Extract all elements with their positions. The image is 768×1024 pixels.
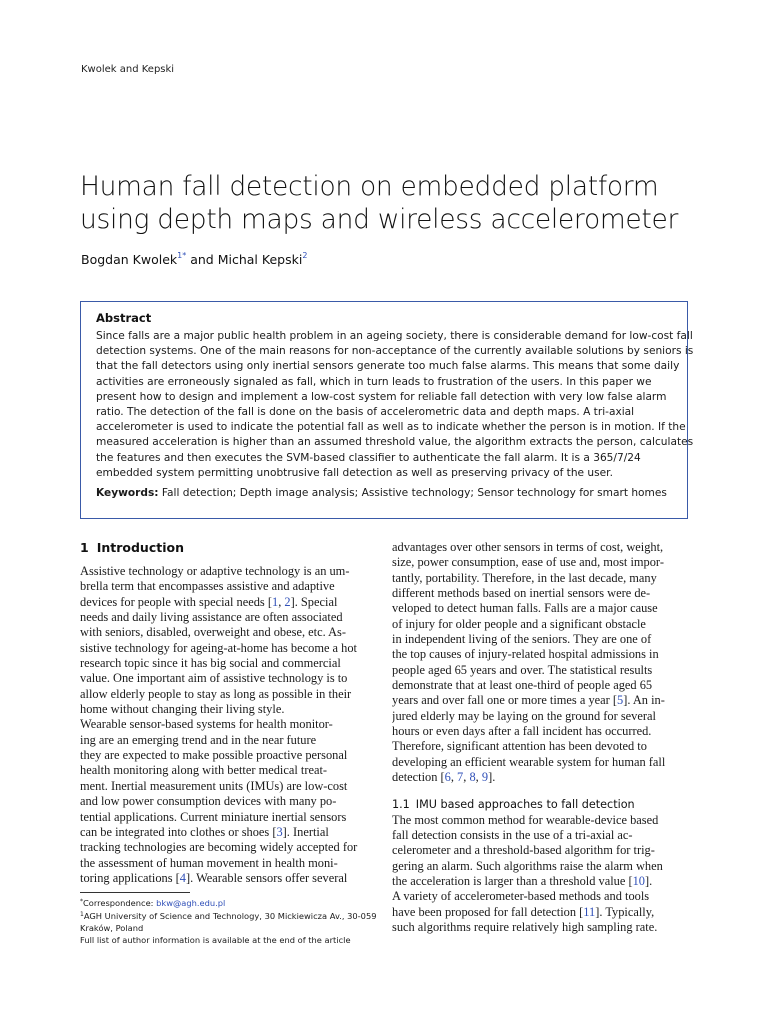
text-line: ing are an emerging trend and in the near future bbox=[80, 732, 317, 747]
subsection-number: 1.1 bbox=[392, 797, 410, 811]
abstract-line: Since falls are a major public health problem in an ageing society, there is considerable demand for low-cost fall bbox=[96, 330, 693, 342]
text-line: health monitoring along with better medical treat- bbox=[80, 763, 328, 778]
text-line: in independent living of the seniors. They are one of bbox=[392, 632, 652, 647]
subsection-title: IMU based approaches to fall detection bbox=[415, 797, 635, 811]
section-heading bbox=[80, 540, 376, 554]
abstract-line: that the fall detectors using only inertial sensors generate too much false alarms. This means that some daily bbox=[96, 360, 680, 373]
text-line: developing an efficient wearable system for human fall bbox=[392, 754, 666, 769]
correspondence-label: Correspondence: bbox=[83, 898, 157, 908]
citation-link[interactable]: 1 bbox=[271, 594, 279, 609]
citation-link[interactable]: 10 bbox=[632, 873, 645, 888]
text-line: veloped to detect human falls. Falls are a major cause bbox=[392, 601, 658, 616]
text-line: Assistive technology or adaptive technology is an um- bbox=[80, 564, 350, 578]
citation-link[interactable]: 3 bbox=[276, 824, 283, 839]
abstract-line: detection systems. One of the main reasons for non-acceptance of the currently available solutions by seniors is bbox=[96, 345, 694, 358]
keywords-list: Fall detection; Depth image analysis; Assistive technology; Sensor technology for smart homes bbox=[161, 487, 667, 500]
text-line: devices for people with special needs [1, 2]. Special bbox=[80, 594, 338, 609]
citation-link[interactable]: 8 bbox=[469, 770, 476, 785]
text-line: people aged 65 years and over. The statistical results bbox=[392, 662, 653, 677]
author-name: Michal Kepski bbox=[217, 252, 303, 267]
title-line: Human fall detection on embedded platform bbox=[80, 171, 659, 202]
affiliation-text: AGH University of Science and Technology, 30 Mickiewicza Av., 30-059 bbox=[83, 911, 377, 921]
text-line: advantages over other sensors in terms of cost, weight, bbox=[392, 540, 664, 554]
text-line: they are expected to make possible proactive personal bbox=[80, 748, 348, 763]
section-title: Introduction bbox=[96, 540, 184, 555]
abstract-line: accelerometer is used to indicate the potential fall as well as to indicate whether the person is in motion. If the bbox=[96, 421, 686, 434]
footnote-rule bbox=[80, 892, 190, 893]
text-line: and low power consumption devices with many po- bbox=[80, 794, 337, 809]
abstract-line: measured acceleration is higher than an assumed threshold value, the algorithm extracts the person, calculates bbox=[96, 436, 694, 449]
text-line: the assessment of human movement in health moni- bbox=[80, 855, 338, 870]
email-link[interactable]: bkw@agh.edu.pl bbox=[156, 898, 226, 908]
footnotes bbox=[80, 896, 380, 946]
text-line: can be integrated into clothes or shoes [3]. Inertial bbox=[80, 824, 329, 839]
section-number: 1 bbox=[80, 540, 89, 555]
abstract-box bbox=[80, 301, 694, 519]
abstract-heading: Abstract bbox=[96, 311, 152, 325]
text-line: value. One important aim of assistive technology is to bbox=[80, 671, 348, 686]
intro-body-left bbox=[80, 564, 376, 886]
subsection-heading bbox=[392, 798, 688, 811]
text-line: of injury for older people and a significant obstacle bbox=[392, 616, 646, 631]
text-line: jured elderly may be laying on the ground for several bbox=[392, 708, 656, 723]
title-line: using depth maps and wireless accelerometer bbox=[80, 204, 679, 235]
text-line: allow elderly people to stay as long as possible in their bbox=[80, 686, 352, 701]
text-line: detection [6, 7, 8, 9]. bbox=[392, 770, 496, 785]
text-line: brella term that encompasses assistive and adaptive bbox=[80, 579, 335, 594]
text-line: A variety of accelerometer-based methods and tools bbox=[392, 889, 650, 904]
citation-link[interactable]: 4 bbox=[179, 870, 186, 885]
citation-link[interactable]: 11 bbox=[583, 904, 596, 919]
author-info-note: Full list of author information is available at the end of the article bbox=[80, 935, 351, 945]
citation-link[interactable]: 6 bbox=[444, 770, 451, 785]
footnote-mark: * bbox=[80, 898, 83, 905]
correspondence-footnote bbox=[80, 896, 380, 909]
text-line: gering an alarm. Such algorithms raise the alarm when bbox=[392, 858, 663, 873]
text-line: different methods based on inertial sensors were de- bbox=[392, 586, 651, 601]
text-line: years and over fall one or more times a year [5]. An in- bbox=[392, 693, 665, 708]
author-list bbox=[81, 251, 307, 267]
abstract-line: present how to design and implement a low-cost system for reliable fall detection with very low false alarm bbox=[96, 390, 667, 403]
text-line: such algorithms require relatively high sampling rate. bbox=[392, 919, 658, 934]
text-line: have been proposed for fall detection [11]. Typically, bbox=[392, 904, 655, 919]
text-line: toring applications [4]. Wearable sensors offer several bbox=[80, 870, 348, 885]
author-affiliation-mark[interactable]: 1* bbox=[177, 251, 187, 260]
text-line: the top causes of injury-related hospital admissions in bbox=[392, 647, 659, 662]
paper-title bbox=[80, 170, 700, 236]
text-line: celerometer and a threshold-based algorithm for trig- bbox=[392, 843, 655, 858]
text-line: The most common method for wearable-device based bbox=[392, 812, 659, 827]
text-line: ment. Inertial measurement units (IMUs) are low-cost bbox=[80, 778, 348, 793]
intro-body-right bbox=[392, 540, 688, 786]
left-column bbox=[80, 540, 376, 886]
text-line: sistive technology for ageing-at-home has become a hot bbox=[80, 640, 357, 655]
text-line: with seniors, disabled, overweight and obese, etc. As- bbox=[80, 625, 346, 640]
text-line: home without changing their living style. bbox=[80, 702, 285, 717]
author-name: Bogdan Kwolek bbox=[81, 252, 178, 267]
text-line: demonstrate that at least one-third of people aged 65 bbox=[392, 678, 653, 693]
citation-link[interactable]: 7 bbox=[457, 770, 464, 785]
text-line: needs and daily living assistance are often associated bbox=[80, 610, 343, 625]
citation-link[interactable]: 2 bbox=[284, 594, 291, 609]
text-line: size, power consumption, ease of use and, most impor- bbox=[392, 555, 664, 570]
text-line: tracking technologies are becoming widely accepted for bbox=[80, 840, 358, 855]
citation-link[interactable]: 9 bbox=[481, 770, 489, 785]
author-conjunction: and bbox=[190, 252, 214, 267]
text-line: Therefore, significant attention has been devoted to bbox=[392, 739, 647, 754]
text-line: tantly, portability. Therefore, in the last decade, many bbox=[392, 570, 657, 585]
text-line: tential applications. Current miniature inertial sensors bbox=[80, 809, 347, 824]
abstract-text bbox=[96, 329, 694, 481]
text-line: the acceleration is larger than a threshold value [10]. bbox=[392, 873, 653, 888]
keywords-label: Keywords: bbox=[96, 487, 159, 500]
subsection-body bbox=[392, 813, 688, 936]
citation-link[interactable]: 5 bbox=[617, 693, 624, 708]
text-line: Wearable sensor-based systems for health monitor- bbox=[80, 717, 333, 732]
text-line: research topic since it has big social and commercial bbox=[80, 656, 341, 671]
abstract-line: embedded system permitting unobtrusive fall detection as well as preserving privacy of the user. bbox=[96, 466, 613, 479]
abstract-line: ratio. The detection of the fall is done on the basis of accelerometric data and depth maps. A tri-axial bbox=[96, 406, 635, 419]
keywords bbox=[96, 487, 672, 499]
right-column bbox=[392, 540, 688, 935]
abstract-line: the features and then executes the SVM-based classifier to authenticate the fall alarm. It is a 365/7/24 bbox=[96, 451, 641, 464]
text-line: hours or even days after a fall incident has occurred. bbox=[392, 724, 652, 739]
affiliation-footnote bbox=[80, 909, 380, 922]
running-head: Kwolek and Kepski bbox=[81, 64, 175, 75]
author-affiliation-mark[interactable]: 2 bbox=[302, 251, 308, 260]
text-line: fall detection consists in the use of a tri-axial ac- bbox=[392, 827, 633, 842]
footnote-mark: 1 bbox=[80, 911, 84, 918]
abstract-line: activities are erroneously signaled as fall, which in turn leads to frustration of the users. In this paper we bbox=[96, 375, 652, 388]
affiliation-footnote-cont: Kraków, Poland bbox=[80, 923, 144, 933]
